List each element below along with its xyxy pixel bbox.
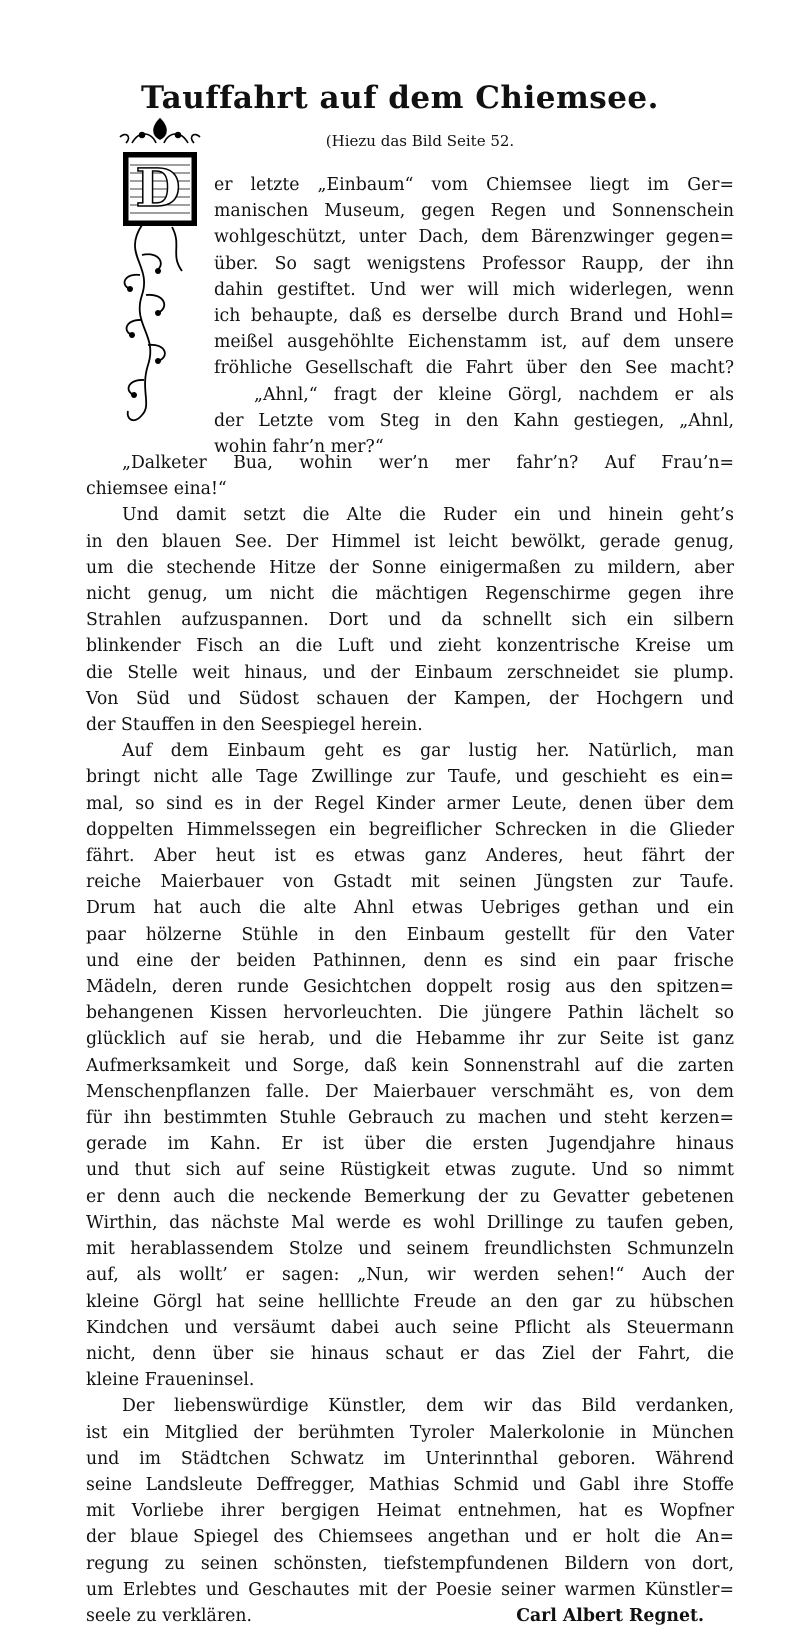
article-title: Tauffahrt auf dem Chiemsee. (141, 80, 659, 116)
text-line: die Stelle weit hinaus, und der Einbaum zerschneidet sie plump. (86, 662, 734, 683)
text-line: Wirthin, das nächste Mal werde es wohl Drillinge zu taufen geben, (86, 1212, 734, 1233)
text-line: der Letzte vom Steg in den Kahn gestiegen, „Ahnl, (214, 410, 734, 431)
text-line: meißel ausgehöhlte Eichenstamm ist, auf dem unsere (214, 332, 734, 353)
text-line: Aufmerksamkeit und Sorge, daß kein Sonnenstrahl auf die zarten (86, 1055, 734, 1076)
text-line: er letzte „Einbaum“ vom Chiemsee liegt im Ger= (214, 175, 734, 195)
text-line: und thut sich auf seine Rüstigkeit etwas zugute. Und so nimmt (86, 1160, 734, 1181)
text-line: „Dalketer Bua, wohin wer’n mer fahr’n? Auf Frau’n= (122, 453, 734, 473)
text-line: für ihn bestimmten Stuhle Gebrauch zu machen und steht kerzen= (86, 1108, 734, 1129)
text-line: glücklich auf sie herab, und die Hebamme ihr zur Seite ist ganz (86, 1029, 734, 1050)
text-line: Menschenpflanzen falle. Der Maierbauer verschmäht es, von dem (86, 1081, 734, 1102)
text-line: dahin gestiftet. Und wer will mich widerlegen, wenn (214, 279, 734, 300)
text-line: behangenen Kissen hervorleuchten. Die jüngere Pathin lächelt so (86, 1003, 734, 1024)
text-line: seine Landsleute Deffregger, Mathias Schmid und Gabl ihre Stoffe (86, 1474, 734, 1495)
text-line: doppelten Himmelssegen ein begreiflicher Schrecken in die Glieder (86, 819, 734, 840)
text-line: und im Städtchen Schwatz im Unterinnthal geboren. Während (86, 1448, 734, 1469)
text-line: gerade im Kahn. Er ist über die ersten Jugendjahre hinaus (86, 1134, 734, 1155)
text-line: nicht, denn über sie hinaus schaut er das Ziel der Fahrt, die (86, 1343, 734, 1364)
text-line: manischen Museum, gegen Regen und Sonnenschein (214, 201, 734, 222)
text-line: fröhliche Gesellschaft die Fahrt über den See macht? (214, 358, 734, 379)
text-line: Strahlen aufzuspannen. Dort und da schnellt sich ein silbern (86, 610, 734, 631)
text-line: in den blauen See. Der Himmel ist leicht bewölkt, gerade genug, (86, 531, 734, 552)
text-line: kleine Görgl hat seine helllichte Freude an den gar zu hübschen (86, 1291, 734, 1312)
text-line: auf, als wollt’ er sagen: „Nun, wir werden sehen!“ Auch der (86, 1265, 734, 1286)
author-signature: Carl Albert Regnet. (516, 1605, 704, 1626)
text-line: nicht genug, um nicht die mächtigen Regenschirme gegen ihre (86, 584, 734, 605)
text-line: Von Süd und Südost schauen der Kampen, der Hochgern und (86, 688, 734, 709)
text-line: mit herablassendem Stolze und seinem freundlichsten Schmunzeln (86, 1239, 734, 1260)
text-line: über. So sagt wenigstens Professor Raupp, der ihn (214, 253, 734, 274)
text-line: „Ahnl,“ fragt der kleine Görgl, nachdem er als (254, 384, 734, 405)
text-line: Und damit setzt die Alte die Ruder ein und hinein geht’s (122, 505, 734, 526)
signoff-row (86, 1603, 734, 1629)
text-line: kleine Fraueninsel. (86, 1370, 255, 1391)
text-line: um die stechende Hitze der Sonne einigermaßen zu mildern, aber (86, 557, 734, 578)
text-line: Drum hat auch die alte Ahnl etwas Uebriges gethan und ein (86, 898, 734, 919)
text-line: um Erlebtes und Geschautes mit der Poesie seiner warmen Künstler= (86, 1579, 734, 1600)
article-subtitle: (Hiezu das Bild Seite 52. (325, 132, 515, 150)
text-line: Der liebenswürdige Künstler, dem wir das Bild verdanken, (122, 1396, 734, 1417)
text-line: bringt nicht alle Tage Zwillinge zur Taufe, und geschieht es ein= (86, 767, 734, 788)
text-line: regung zu seinen schönsten, tiefstempfundenen Bildern von dort, (86, 1553, 734, 1574)
text-line: mal, so sind es in der Regel Kinder armer Leute, denen über dem (86, 793, 734, 814)
initial-letter: D (135, 158, 181, 219)
text-line: wohlgeschützt, unter Dach, dem Bärenzwinger gegen= (214, 227, 734, 248)
text-line: ich behaupte, daß es derselbe durch Brand und Hohl= (214, 306, 734, 327)
text-line: Kindchen und versäumt dabei auch seine Pflicht als Steuermann (86, 1317, 734, 1338)
text-line: er denn auch die neckende Bemerkung der zu Gevatter gebetenen (86, 1186, 734, 1207)
text-line: der Stauffen in den Seespiegel herein. (86, 715, 423, 736)
text-line: Mädeln, deren runde Gesichtchen doppelt rosig aus den spitzen= (86, 977, 734, 998)
text-line: mit Vorliebe ihrer bergigen Heimat entnehmen, hat es Wopfner (86, 1501, 734, 1522)
text-line: fährt. Aber heut ist es etwas ganz Anderes, heut fährt der (86, 846, 734, 867)
text-line: Auf dem Einbaum geht es gar lustig her. Natürlich, man (122, 741, 734, 762)
text-line: paar hölzerne Stühle in den Einbaum gestellt für den Vater (86, 924, 734, 945)
article-body (86, 450, 734, 1629)
text-line: wohin fahr’n mer?“ (214, 437, 384, 458)
text-line: chiemsee eina!“ (86, 479, 227, 500)
text-line: der blaue Spiegel des Chiemsees angethan und er holt die An= (86, 1527, 734, 1548)
text-line: und eine der beiden Pathinnen, denn es sind ein paar frische (86, 950, 734, 971)
text-line: blinkender Fisch an die Luft und zieht konzentrische Kreise um (86, 636, 734, 657)
text-line: seele zu verklären. (86, 1605, 252, 1626)
text-line: ist ein Mitglied der berühmten Tyroler Malerkolonie in München (86, 1422, 734, 1443)
lead-paragraph (214, 172, 734, 460)
text-line: reiche Maierbauer von Gstadt mit seinen Jüngsten zur Taufe. (86, 872, 734, 893)
